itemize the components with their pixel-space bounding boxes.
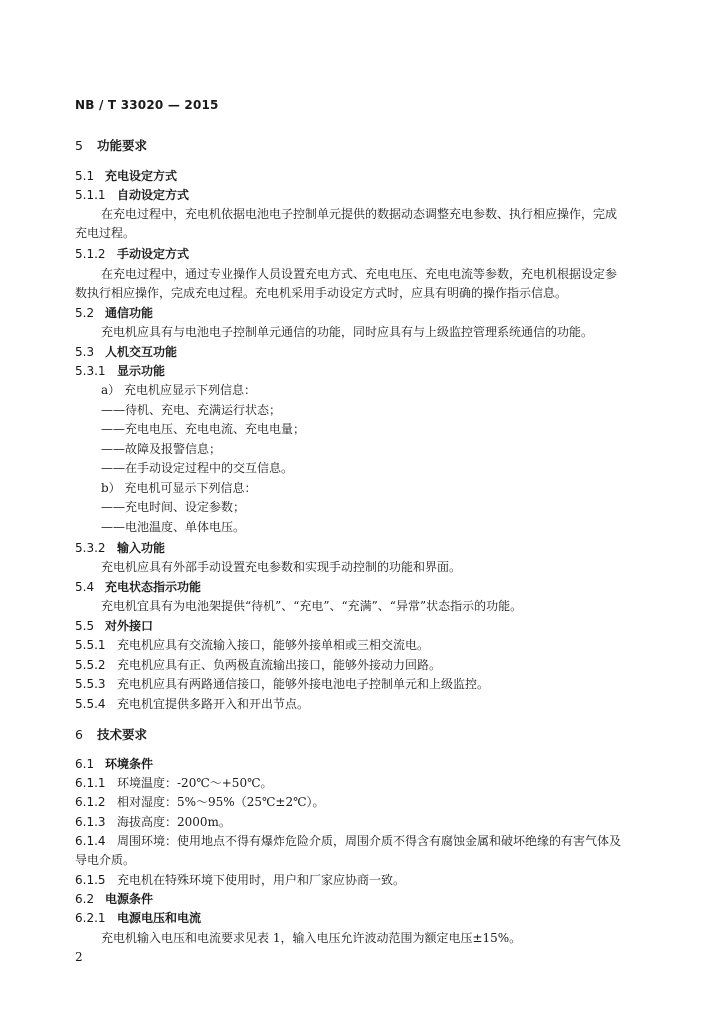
section-5-4-heading [75, 578, 665, 596]
paragraph-line: 充电机应具有与电池电子控制单元通信的功能，同时应具有与上级监控管理系统通信的功能。 [101, 325, 594, 339]
page-number: 2 [75, 950, 83, 964]
section-title: 充电状态指示功能 [105, 580, 202, 594]
paragraph-line: 在充电过程中，通过专业操作人员设置充电方式、充电电压、充电电流等参数，充电机根据设定参 [101, 267, 618, 281]
clause-number: 6.1.2 [75, 795, 106, 809]
section-title: 通信功能 [105, 306, 154, 320]
clause-text: 环境温度：-20℃～+50℃。 [117, 776, 273, 790]
clause-text: 充电机应具有正、负两极直流输出接口，能够外接动力回路。 [117, 658, 442, 672]
section-number: 5 [75, 138, 83, 153]
clause-text: 充电机在特殊环境下使用时，用户和厂家应协商一致。 [117, 873, 406, 887]
section-number: 6.2 [75, 892, 95, 906]
clause-5-5-3 [75, 675, 665, 693]
paragraph-line: 导电介质。 [75, 853, 136, 867]
paragraph-line: 数执行相应操作，完成充电过程。充电机采用手动设定方式时，应具有明确的操作指示信息。 [75, 286, 568, 300]
paragraph-line: 充电机应具有外部手动设置充电参数和实现手动控制的功能和界面。 [101, 560, 462, 574]
clause-6-1-5 [75, 871, 665, 889]
section-number: 5.1.2 [75, 247, 106, 261]
clause-text: 充电机宜提供多路开入和开出节点。 [117, 697, 310, 711]
clause-text: 充电机应具有两路通信接口，能够外接电池电子控制单元和上级监控。 [117, 677, 490, 691]
section-5-1-1-heading [75, 186, 665, 204]
clause-text: 充电机应具有交流输入接口，能够外接单相或三相交流电。 [117, 638, 430, 652]
section-title: 技术要求 [97, 727, 148, 742]
clause-text: 周围环境：使用地点不得有爆炸危险介质，周围介质不得含有腐蚀金属和破坏绝缘的有害气体及 [117, 834, 622, 848]
list-item: b） 充电机可显示下列信息： [101, 481, 257, 495]
section-title: 功能要求 [97, 138, 148, 153]
section-title: 电源条件 [105, 892, 154, 906]
section-number: 5.2 [75, 306, 95, 320]
section-number: 5.3.2 [75, 541, 106, 555]
clause-number: 6.1.3 [75, 815, 106, 829]
section-5-5-heading [75, 617, 665, 635]
section-title: 自动设定方式 [117, 188, 190, 202]
clause-number: 6.1.5 [75, 873, 106, 887]
clause-6-1-2 [75, 793, 665, 811]
paragraph-line: 充电机宜具有为电池架提供“待机”、“充电”、“充满”、“异常”状态指示的功能。 [101, 599, 523, 613]
section-5-3-1-heading [75, 362, 665, 380]
clause-number: 5.5.4 [75, 697, 106, 711]
clause-6-1-1 [75, 774, 665, 792]
section-title: 环境条件 [105, 757, 154, 771]
clause-number: 6.1.4 [75, 834, 106, 848]
section-5-2-heading [75, 304, 665, 322]
clause-5-5-1 [75, 636, 665, 654]
section-title: 输入功能 [117, 541, 166, 555]
section-5-1-2-heading [75, 245, 665, 263]
list-item: a） 充电机应显示下列信息： [101, 383, 256, 397]
list-item: ——在手动设定过程中的交互信息。 [101, 461, 294, 475]
clause-text: 海拔高度：2000m。 [117, 815, 231, 829]
paragraph-line: 在充电过程中，充电机依据电池电子控制单元提供的数据动态调整充电参数、执行相应操作，完成 [101, 207, 618, 221]
section-title: 对外接口 [105, 619, 154, 633]
clause-number: 5.5.3 [75, 677, 106, 691]
section-6-1-heading [75, 755, 665, 773]
paragraph-line: 充电过程。 [75, 226, 136, 240]
list-item: ——待机、充电、充满运行状态； [101, 403, 282, 417]
section-title: 手动设定方式 [117, 247, 190, 261]
list-item: ——电池温度、单体电压。 [101, 520, 246, 534]
standard-number: NB / T 33020 — 2015 [75, 98, 219, 112]
section-number: 6 [75, 727, 83, 742]
section-6-heading [75, 726, 665, 744]
section-number: 5.5 [75, 619, 95, 633]
section-title: 显示功能 [117, 364, 166, 378]
section-number: 5.1.1 [75, 188, 106, 202]
clause-6-1-4 [75, 832, 665, 850]
clause-5-5-2 [75, 656, 665, 674]
section-number: 6.1 [75, 757, 95, 771]
clause-number: 5.5.1 [75, 638, 106, 652]
clause-text: 相对湿度：5%～95%（25℃±2℃）。 [117, 795, 325, 809]
clause-number: 6.1.1 [75, 776, 106, 790]
section-5-3-heading [75, 343, 665, 361]
section-number: 5.3.1 [75, 364, 106, 378]
section-5-heading [75, 137, 665, 155]
section-number: 5.1 [75, 169, 95, 183]
section-number: 5.3 [75, 345, 95, 359]
clause-number: 5.5.2 [75, 658, 106, 672]
list-item: ——充电电压、充电电流、充电电量； [101, 422, 306, 436]
section-title: 充电设定方式 [105, 169, 178, 183]
section-number: 6.2.1 [75, 911, 106, 925]
paragraph-line: 充电机输入电压和电流要求见表 1，输入电压允许波动范围为额定电压±15%。 [101, 931, 522, 945]
clause-5-5-4 [75, 695, 665, 713]
section-6-2-heading [75, 890, 665, 908]
list-item: ——故障及报警信息； [101, 442, 222, 456]
section-number: 5.4 [75, 580, 95, 594]
section-title: 电源电压和电流 [117, 911, 202, 925]
clause-6-1-3 [75, 813, 665, 831]
section-title: 人机交互功能 [105, 345, 178, 359]
section-6-2-1-heading [75, 909, 665, 927]
list-item: ——充电时间、设定参数； [101, 500, 246, 514]
section-5-3-2-heading [75, 539, 665, 557]
section-5-1-heading [75, 167, 665, 185]
